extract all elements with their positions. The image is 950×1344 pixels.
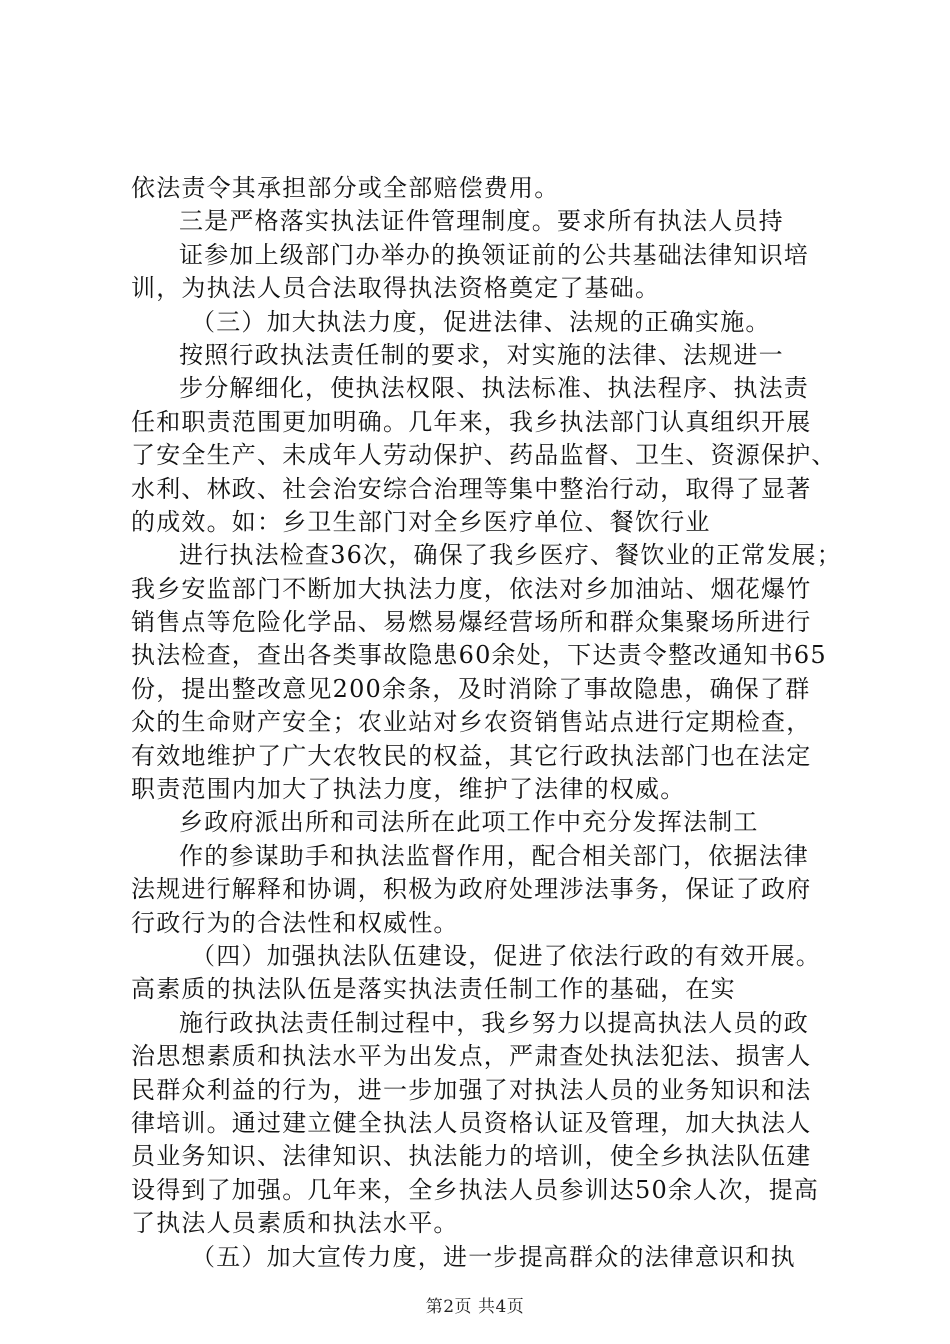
text-line: 施行政执法责任制过程中，我乡努力以提高执法人员的政 bbox=[179, 1008, 809, 1037]
text-line: 治思想素质和执法水平为出发点，严肃查处执法犯法、损害人 bbox=[131, 1042, 812, 1071]
text-line: 有效地维护了广大农牧民的权益，其它行政执法部门也在法定 bbox=[131, 741, 812, 770]
text-line: 员业务知识、法律知识、执法能力的培训，使全乡执法队伍建 bbox=[131, 1142, 812, 1171]
document-body bbox=[131, 172, 851, 1274]
text-line: （五）加大宣传力度，进一步提高群众的法律意识和执 bbox=[191, 1242, 796, 1271]
text-line: 行政行为的合法性和权威性。 bbox=[131, 908, 459, 937]
text-line: 我乡安监部门不断加大执法力度，依法对乡加油站、烟花爆竹 bbox=[131, 574, 812, 603]
text-line: 的成效。如：乡卫生部门对全乡医疗单位、餐饮行业 bbox=[131, 507, 711, 536]
text-line: 执法检查，查出各类事故隐患60余处，下达责令整改通知书65 bbox=[131, 641, 827, 670]
text-line: 训，为执法人员合法取得执法资格奠定了基础。 bbox=[131, 274, 661, 303]
text-line: 水利、林政、社会治安综合治理等集中整治行动，取得了显著 bbox=[131, 474, 812, 503]
text-line: （三）加大执法力度，促进法律、法规的正确实施。 bbox=[191, 307, 771, 336]
text-line: 乡政府派出所和司法所在此项工作中充分发挥法制工 bbox=[179, 808, 759, 837]
text-line: 销售点等危险化学品、易燃易爆经营场所和群众集聚场所进行 bbox=[131, 608, 812, 637]
text-line: 高素质的执法队伍是落实执法责任制工作的基础，在实 bbox=[131, 975, 736, 1004]
text-line: 步分解细化，使执法权限、执法标准、执法程序、执法责 bbox=[179, 374, 809, 403]
text-line: 三是严格落实执法证件管理制度。要求所有执法人员持 bbox=[179, 207, 784, 236]
page-footer: 第2页 共4页 bbox=[425, 1297, 525, 1317]
text-line: 任和职责范围更加明确。几年来，我乡执法部门认真组织开展 bbox=[131, 407, 812, 436]
text-line: 进行执法检查36次，确保了我乡医疗、餐饮业的正常发展； bbox=[179, 541, 842, 570]
text-line: （四）加强执法队伍建设，促进了依法行政的有效开展。 bbox=[191, 941, 821, 970]
text-line: 作的参谋助手和执法监督作用，配合相关部门，依据法律 bbox=[179, 841, 809, 870]
text-line: 职责范围内加大了执法力度，维护了法律的权威。 bbox=[131, 775, 686, 804]
text-line: 法规进行解释和协调，积极为政府处理涉法事务，保证了政府 bbox=[131, 875, 812, 904]
text-line: 设得到了加强。几年来，全乡执法人员参训达50余人次，提高 bbox=[131, 1175, 820, 1204]
text-line: 律培训。通过建立健全执法人员资格认证及管理，加大执法人 bbox=[131, 1108, 812, 1137]
text-line: 了执法人员素质和执法水平。 bbox=[131, 1209, 459, 1238]
text-line: 了安全生产、未成年人劳动保护、药品监督、卫生、资源保护、 bbox=[131, 441, 837, 470]
text-line: 按照行政执法责任制的要求，对实施的法律、法规进一 bbox=[179, 340, 784, 369]
text-line: 依法责令其承担部分或全部赔偿费用。 bbox=[131, 174, 560, 202]
text-line: 证参加上级部门办举办的换领证前的公共基础法律知识培 bbox=[179, 240, 809, 269]
text-line: 份，提出整改意见200余条，及时消除了事故隐患，确保了群 bbox=[131, 674, 811, 703]
text-line: 民群众利益的行为，进一步加强了对执法人员的业务知识和法 bbox=[131, 1075, 812, 1104]
text-line: 众的生命财产安全；农业站对乡农资销售站点进行定期检查， bbox=[131, 708, 812, 737]
